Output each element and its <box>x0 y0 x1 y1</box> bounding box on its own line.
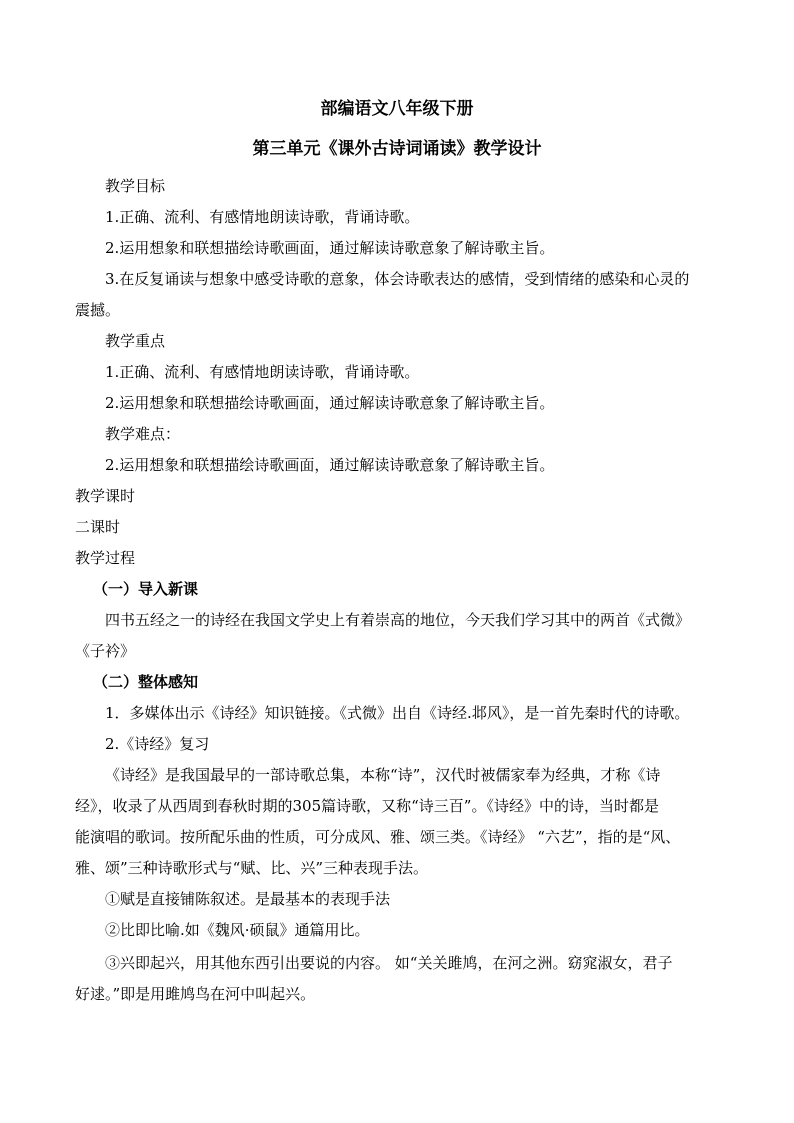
section-1-paragraph-continued: 《子衿》 <box>75 642 136 660</box>
technique-xing-continued: 好逑。”即是用雎鸠鸟在河中叫起兴。 <box>75 985 316 1003</box>
section-2-heading: （二）整体感知 <box>93 673 199 691</box>
shijing-paragraph-line-4: 雅、颂”三种诗歌形式与“赋、比、兴”三种表现手法。 <box>75 859 429 877</box>
document-title: 部编语文八年级下册 <box>320 99 474 119</box>
difficulty-item-2: 2.运用想象和联想描绘诗歌画面，通过解读诗歌意象了解诗歌主旨。 <box>105 456 555 474</box>
key-item-1: 1.正确、流利、有感情地朗读诗歌，背诵诗歌。 <box>105 363 420 381</box>
goal-item-3-continued: 震撼。 <box>75 301 121 319</box>
section-2-item-1: 1．多媒体出示《诗经》知识链接。《式微》出自《诗经.邶风》，是一首先秦时代的诗歌。 <box>105 704 690 722</box>
technique-bi: ②比即比喻.如《魏风·硕鼠》通篇用比。 <box>105 921 370 939</box>
process-heading: 教学过程 <box>75 549 136 567</box>
hours-heading: 教学课时 <box>75 487 136 505</box>
section-2-item-2: 2.《诗经》复习 <box>105 735 210 753</box>
shijing-paragraph-line-3: 能演唱的歌词。按所配乐曲的性质，可分成风、雅、颂三类。《诗经》 “六艺”，指的是“风、 <box>75 828 681 846</box>
shijing-paragraph-line-2: 经》，收录了从西周到春秋时期的305篇诗歌，又称“诗三百”。《诗经》中的诗，当时都是 <box>75 797 659 815</box>
section-1-heading: （一）导入新课 <box>93 580 199 598</box>
shijing-paragraph-line-1: 《诗经》是我国最早的一部诗歌总集，本称“诗”，汉代时被儒家奉为经典，才称《诗 <box>105 766 661 784</box>
hours-value: 二课时 <box>75 518 121 536</box>
key-heading: 教学重点 <box>105 332 166 350</box>
goal-item-3: 3.在反复诵读与想象中感受诗歌的意象，体会诗歌表达的感情，受到情绪的感染和心灵的 <box>105 270 690 288</box>
goal-item-2: 2.运用想象和联想描绘诗歌画面，通过解读诗歌意象了解诗歌主旨。 <box>105 239 555 257</box>
technique-fu: ①赋是直接铺陈叙述。是最基本的表现手法 <box>105 890 391 908</box>
section-1-paragraph: 四书五经之一的诗经在我国文学史上有着崇高的地位，今天我们学习其中的两首《式微》 <box>105 611 691 629</box>
goals-heading: 教学目标 <box>105 177 166 195</box>
difficulty-heading: 教学难点： <box>105 425 181 443</box>
goal-item-1: 1.正确、流利、有感情地朗读诗歌，背诵诗歌。 <box>105 208 420 226</box>
technique-xing: ③兴即起兴，用其他东西引出要说的内容。 如“关关雎鸠，在河之洲。窈窕淑女，君子 <box>105 954 673 972</box>
document-subtitle: 第三单元《课外古诗词诵读》教学设计 <box>252 139 542 159</box>
key-item-2: 2.运用想象和联想描绘诗歌画面，通过解读诗歌意象了解诗歌主旨。 <box>105 394 555 412</box>
